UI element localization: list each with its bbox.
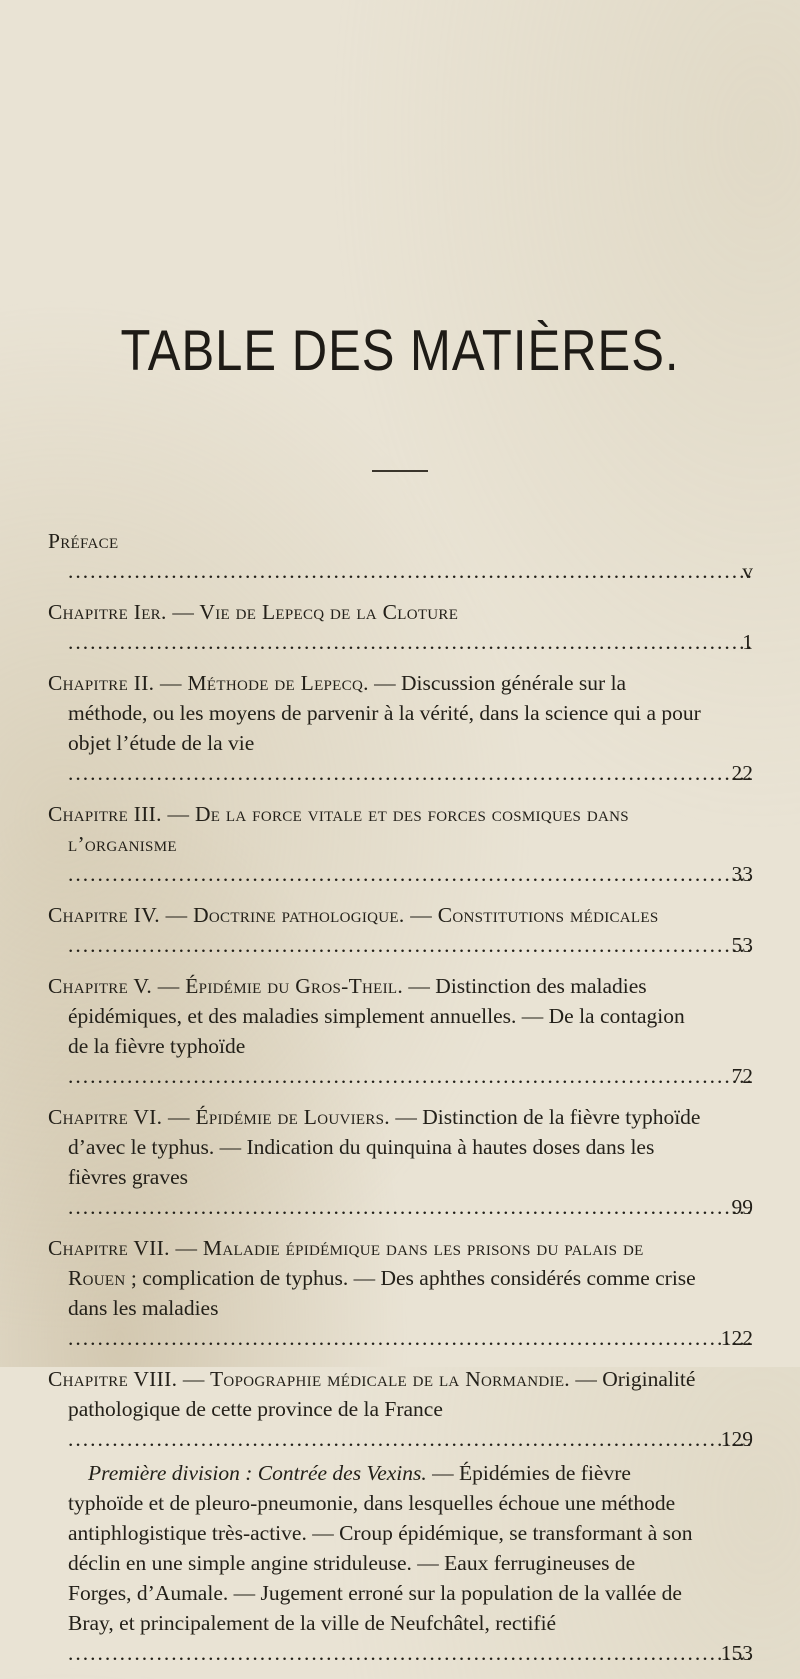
entry-heading: Préface ..... bbox=[48, 529, 753, 583]
toc-entry-chapter-2 bbox=[48, 668, 753, 788]
table-of-contents bbox=[48, 526, 753, 1679]
entry-page: 129 bbox=[720, 1427, 753, 1451]
entry-heading: Chapitre III. — De la force vitale et des forces cosmiques dans l’organisme ..... bbox=[48, 802, 753, 886]
entry-description: — Distinction des maladies épidémiques, et des maladies simplement annuelles. — De la contagion de la fièvre typhoïde ..... bbox=[68, 974, 753, 1088]
toc-entry-chapter-5 bbox=[48, 971, 753, 1091]
entry-page: 1 bbox=[742, 630, 753, 654]
entry-heading: Chapitre V. — Épidémie du Gros-Theil. bbox=[48, 974, 404, 998]
entry-page: 33 bbox=[731, 862, 753, 886]
entry-description: — Originalité pathologique de cette province de la France ..... bbox=[68, 1367, 753, 1451]
entry-page: 99 bbox=[731, 1195, 753, 1219]
title-rule bbox=[372, 470, 428, 472]
entry-heading: Chapitre VII. — Maladie épidémique dans les prisons du palais de Rouen bbox=[48, 1236, 644, 1290]
entry-heading: Chapitre Ier. — Vie de Lepecq de la Cloture ..... bbox=[48, 600, 753, 654]
toc-entry-chapter-8 bbox=[48, 1364, 753, 1454]
toc-entry-chapter-6 bbox=[48, 1102, 753, 1222]
entry-heading: Chapitre VI. — Épidémie de Louviers. bbox=[48, 1105, 390, 1129]
toc-sub-entry-vexins bbox=[48, 1458, 753, 1668]
toc-entry-chapter-3 bbox=[48, 799, 753, 889]
toc-entry-chapter-1 bbox=[48, 597, 753, 657]
toc-entry-chapter-7 bbox=[48, 1233, 753, 1353]
entry-heading: Chapitre II. — Méthode de Lepecq. bbox=[48, 671, 369, 695]
sub-entry-description: — Épidémies de fièvre typhoïde et de pleuro-pneumonie, dans lesquelles échoue une méthode antiphlogistique très-active. — Croup épidémique, se transformant à son déclin en une simple angine striduleuse. — Eaux ferrugineuses de Forges, d’Aumale. — Jugement erroné sur la population de la vallée de Bray, et principalement de la ville de Neufchâtel, rectifié ..... bbox=[68, 1461, 753, 1665]
entry-page: 122 bbox=[720, 1326, 753, 1350]
entry-page: 153 bbox=[720, 1641, 753, 1665]
entry-page: v bbox=[742, 559, 753, 583]
toc-entry-preface bbox=[48, 526, 753, 586]
page-title: TABLE DES MATIÈRES. bbox=[120, 319, 680, 383]
entry-description: — Distinction de la fièvre typhoïde d’avec le typhus. — Indication du quinquina à hautes doses dans les fièvres graves ..... bbox=[68, 1105, 753, 1219]
entry-description: — Discussion générale sur la méthode, ou les moyens de parvenir à la vérité, dans la science qui a pour objet l’étude de la vie ..... bbox=[68, 671, 753, 785]
entry-heading: Chapitre IV. — Doctrine pathologique. — Constitutions médicales ..... bbox=[48, 903, 753, 957]
entry-page: 22 bbox=[731, 761, 753, 785]
entry-description: ; complication de typhus. — Des aphthes considérés comme crise dans les maladies ..... bbox=[68, 1266, 753, 1350]
toc-entry-chapter-4 bbox=[48, 900, 753, 960]
entry-heading: Chapitre VIII. — Topographie médicale de la Normandie. bbox=[48, 1367, 570, 1391]
entry-page: 72 bbox=[731, 1064, 753, 1088]
sub-entry-heading: Première division : Contrée des Vexins. bbox=[88, 1461, 427, 1485]
entry-page: 53 bbox=[731, 933, 753, 957]
